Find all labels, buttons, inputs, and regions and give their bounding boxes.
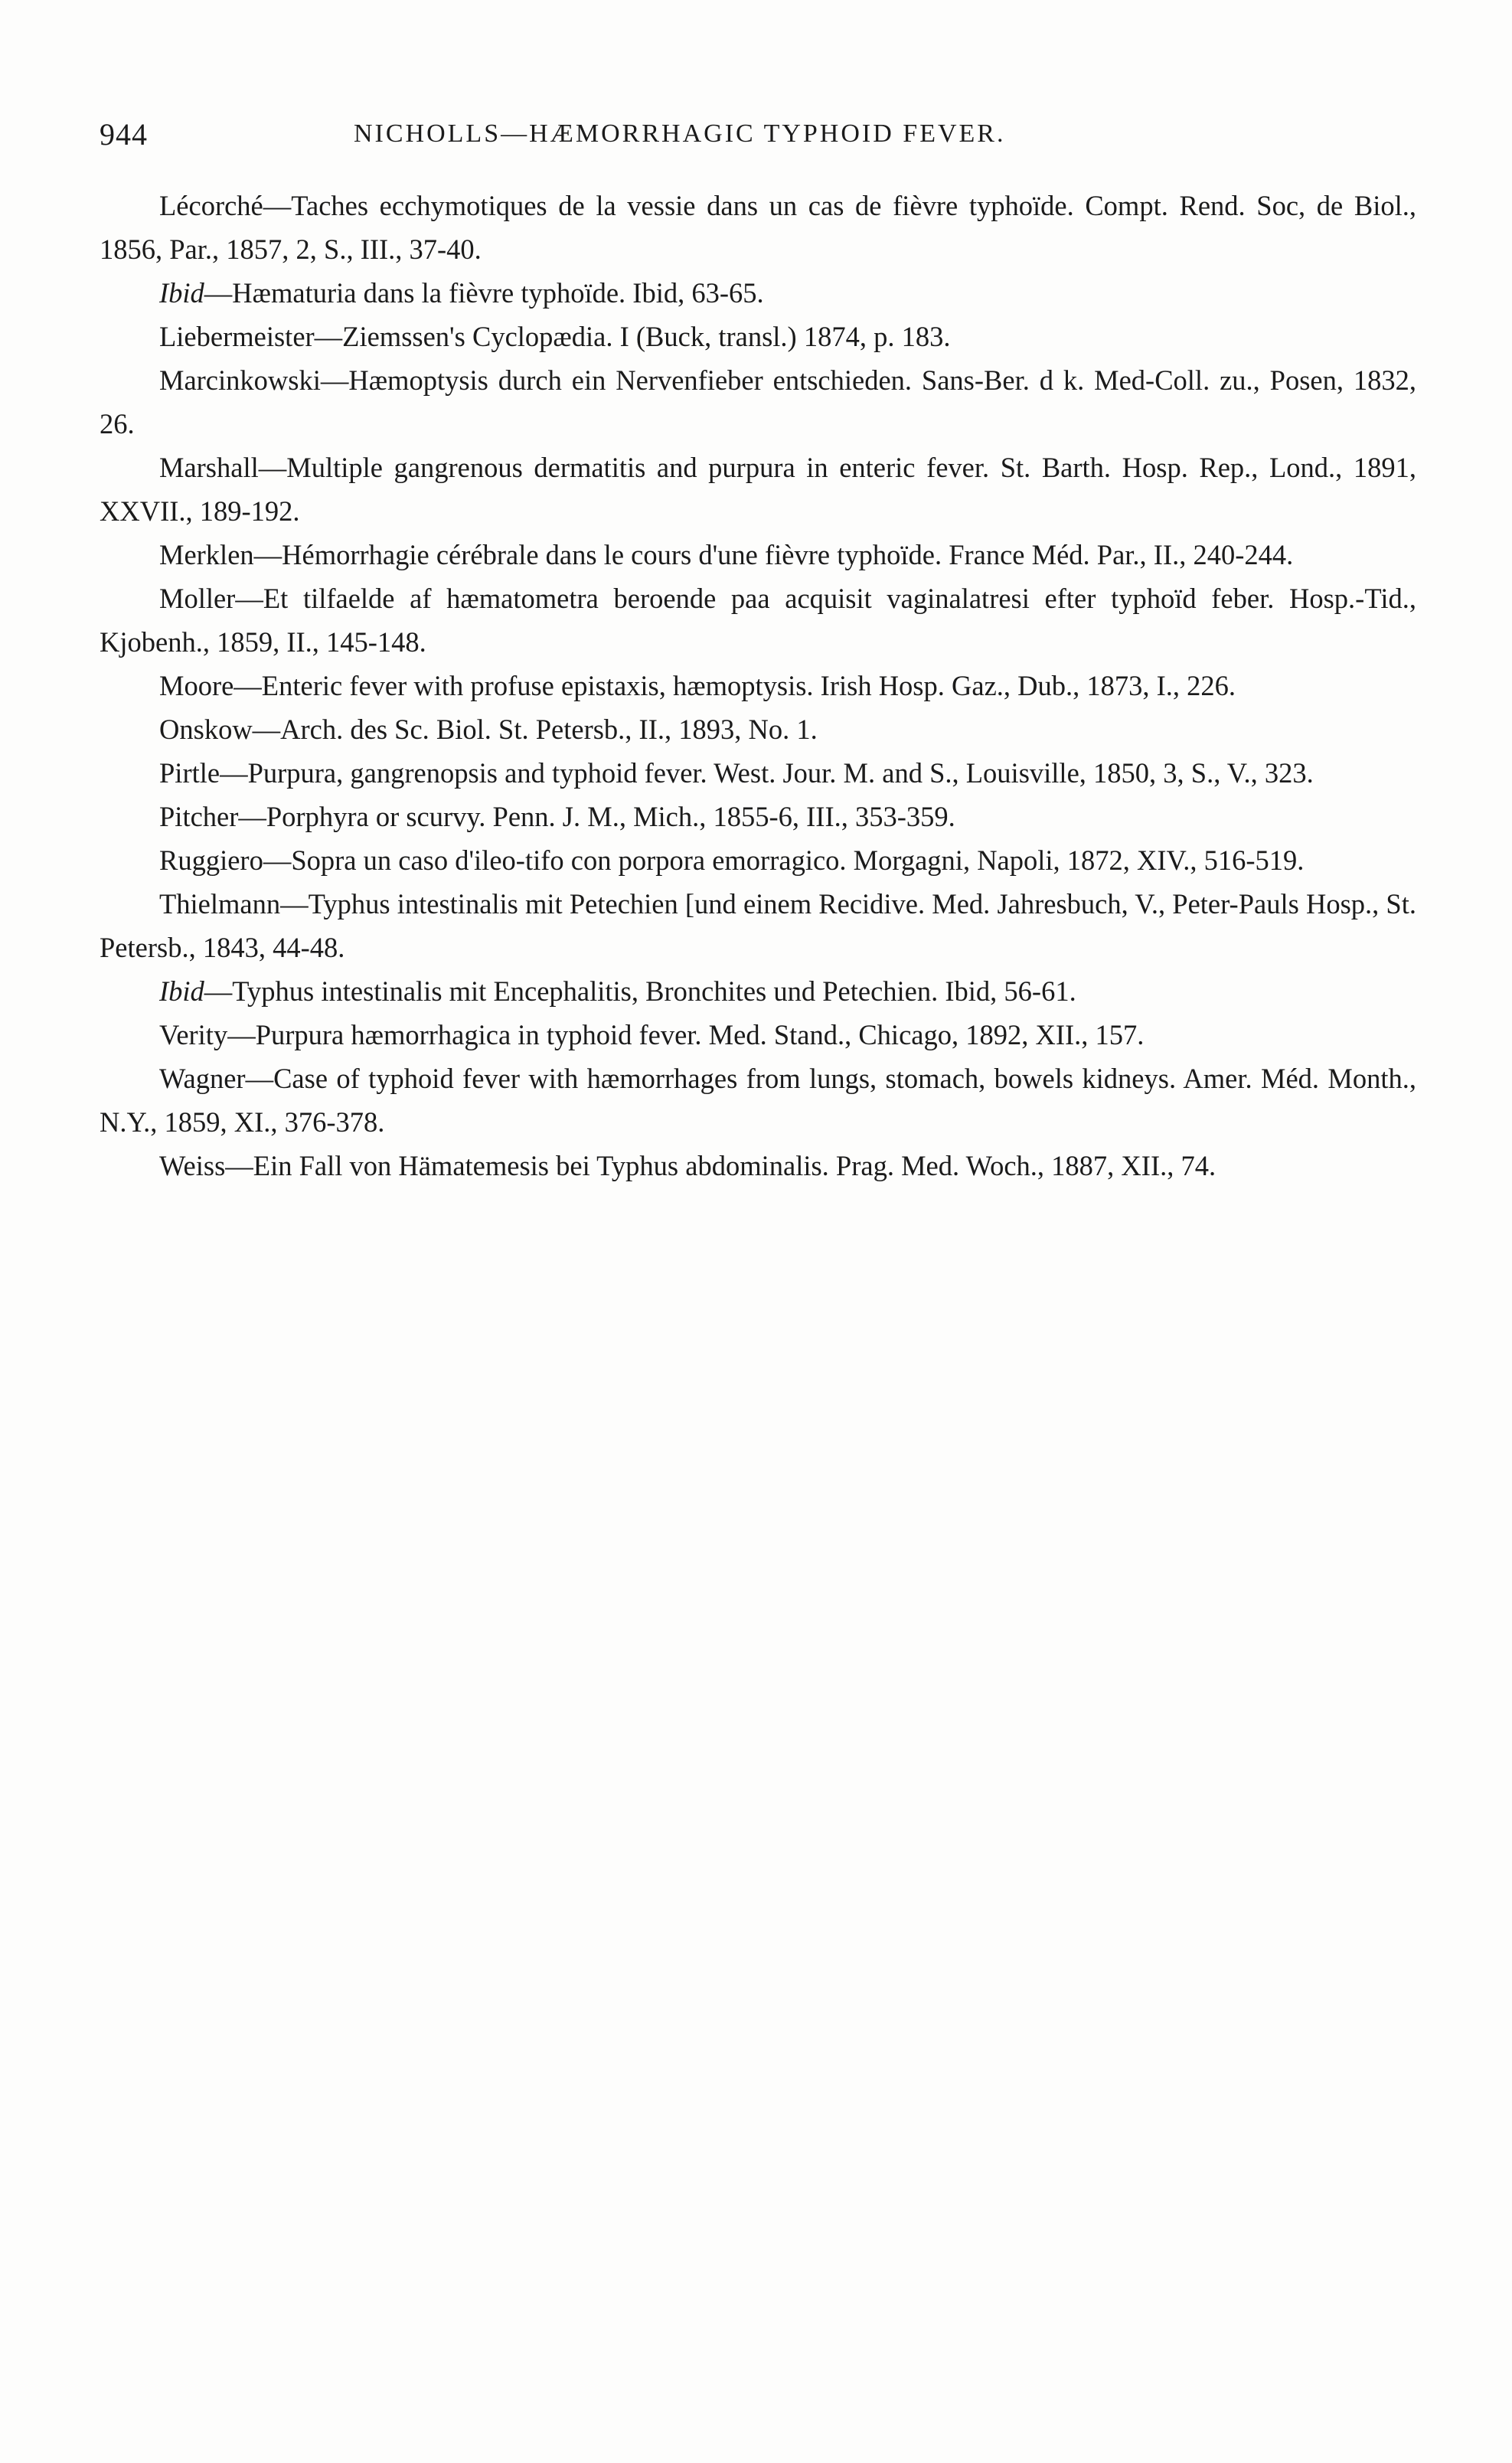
running-title: NICHOLLS—HÆMORRHAGIC TYPHOID FEVER. <box>354 119 1006 148</box>
reference-entry: Ruggiero—Sopra un caso d'ileo-tifo con porpora emorragico. Morgagni, Napoli, 1872, XIV., 516-519. <box>159 844 1305 876</box>
reference-entry: Wagner—Case of typhoid fever with hæmorrhages from lungs, stomach, bowels kidneys. Amer. Méd. Month., N.Y., 1859, XI., 376-378. <box>100 1063 1416 1138</box>
reference-entry: Ibid—Typhus intestinalis mit Encephalitis, Bronchites und Petechien. Ibid, 56-61. <box>159 975 1076 1007</box>
reference-entry: Moller—Et tilfaelde af hæmatometra beroende paa acquisit vaginalatresi efter typhoïd feber. Hosp.-Tid., Kjobenh., 1859, II., 145-148. <box>100 583 1416 658</box>
reference-entry: Pirtle—Purpura, gangrenopsis and typhoid fever. West. Jour. M. and S., Louisville, 1850, 3, S., V., 323. <box>159 757 1314 789</box>
reference-entry: Marshall—Multiple gangrenous dermatitis and purpura in enteric fever. St. Barth. Hosp. Rep., Lond., 1891, XXVII., 189-192. <box>100 452 1416 527</box>
bibliography-list <box>100 184 1416 1187</box>
reference-entry: Ibid—Hæmaturia dans la fièvre typhoïde. Ibid, 63-65. <box>159 277 764 309</box>
reference-entry: Lécorché—Taches ecchymotiques de la vessie dans un cas de fièvre typhoïde. Compt. Rend. Soc, de Biol., 1856, Par., 1857, 2, S., III., 37-40. <box>100 190 1416 265</box>
reference-entry: Moore—Enteric fever with profuse epistaxis, hæmoptysis. Irish Hosp. Gaz., Dub., 1873, I., 226. <box>159 670 1236 701</box>
page-header <box>100 116 1416 162</box>
page-number: 944 <box>100 117 148 152</box>
reference-entry: Onskow—Arch. des Sc. Biol. St. Petersb., II., 1893, No. 1. <box>159 714 818 745</box>
reference-entry: Weiss—Ein Fall von Hämatemesis bei Typhus abdominalis. Prag. Med. Woch., 1887, XII., 74. <box>159 1150 1216 1181</box>
reference-entry: Verity—Purpura hæmorrhagica in typhoid fever. Med. Stand., Chicago, 1892, XII., 157. <box>159 1019 1145 1050</box>
reference-entry: Thielmann—Typhus intestinalis mit Petechien [und einem Recidive. Med. Jahresbuch, V., Peter-Pauls Hosp., St. Petersb., 1843, 44-48. <box>100 888 1416 963</box>
reference-entry: Marcinkowski—Hæmoptysis durch ein Nervenfieber entschieden. Sans-Ber. d k. Med-Coll. zu., Posen, 1832, 26. <box>100 364 1416 439</box>
reference-entry: Pitcher—Porphyra or scurvy. Penn. J. M., Mich., 1855-6, III., 353-359. <box>159 801 955 832</box>
reference-entry: Merklen—Hémorrhagie cérébrale dans le cours d'une fièvre typhoïde. France Méd. Par., II., 240-244. <box>159 539 1294 570</box>
reference-entry: Liebermeister—Ziemssen's Cyclopædia. I (Buck, transl.) 1874, p. 183. <box>159 321 951 352</box>
